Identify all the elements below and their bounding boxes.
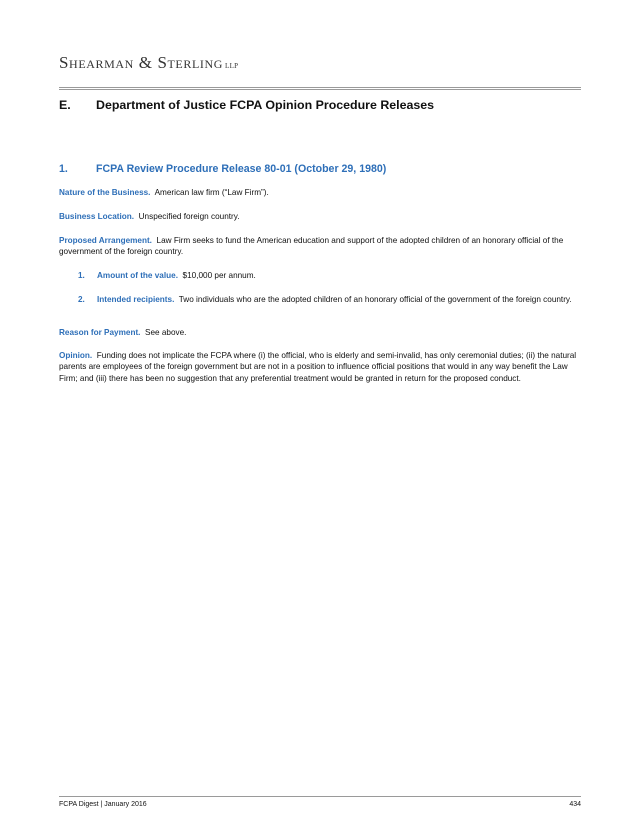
footer-publication: FCPA Digest | January 2016 <box>59 801 147 808</box>
subsection-heading <box>59 163 386 175</box>
list-item <box>78 270 581 281</box>
reason-label: Reason for Payment. <box>59 328 141 337</box>
section-title: Department of Justice FCPA Opinion Procedure Releases <box>96 98 435 112</box>
section-number: E. <box>59 98 71 112</box>
firm-logo <box>59 53 238 73</box>
reason-paragraph <box>59 327 581 338</box>
location-label: Business Location. <box>59 212 135 221</box>
header-divider <box>59 87 581 90</box>
list-item-text: $10,000 per annum. <box>182 271 256 280</box>
list-item-number: 2. <box>78 295 85 304</box>
list-item-label: Amount of the value. <box>97 271 178 280</box>
nature-paragraph <box>59 187 581 198</box>
location-paragraph <box>59 211 581 222</box>
subsection-number: 1. <box>59 163 68 175</box>
firm-suffix: LLP <box>225 62 239 70</box>
arrangement-paragraph <box>59 235 581 258</box>
opinion-label: Opinion. <box>59 351 93 360</box>
location-text: Unspecified foreign country. <box>138 212 240 221</box>
reason-text: See above. <box>145 328 187 337</box>
arrangement-label: Proposed Arrangement. <box>59 236 152 245</box>
firm-name: Shearman & Sterling <box>59 53 224 72</box>
page-number: 434 <box>569 801 581 808</box>
nature-label: Nature of the Business. <box>59 188 151 197</box>
opinion-text: Funding does not implicate the FCPA where (i) the official, who is elderly and semi-invalid, has only ceremonial duties; (ii) the natural parents are employees of the foreign government but are not in a position to influence official positions that would in any way benefit the Law Firm; and (iii) there has been no suggestion that any preferential treatment would be granted in return for the proposed conduct. <box>59 351 577 383</box>
footer-divider <box>59 796 581 797</box>
list-item-label: Intended recipients. <box>97 295 175 304</box>
subsection-title: FCPA Review Procedure Release 80-01 (October 29, 1980) <box>96 163 387 175</box>
opinion-paragraph <box>59 350 581 384</box>
list-item <box>78 294 581 305</box>
arrangement-text: Law Firm seeks to fund the American education and support of the adopted children of an honorary official of the government of the foreign country. <box>59 236 564 257</box>
list-item-text: Two individuals who are the adopted children of an honorary official of the government of the foreign country. <box>178 295 572 304</box>
list-item-number: 1. <box>78 271 85 280</box>
nature-text: American law firm (“Law Firm”). <box>154 188 269 197</box>
section-heading <box>59 98 434 112</box>
